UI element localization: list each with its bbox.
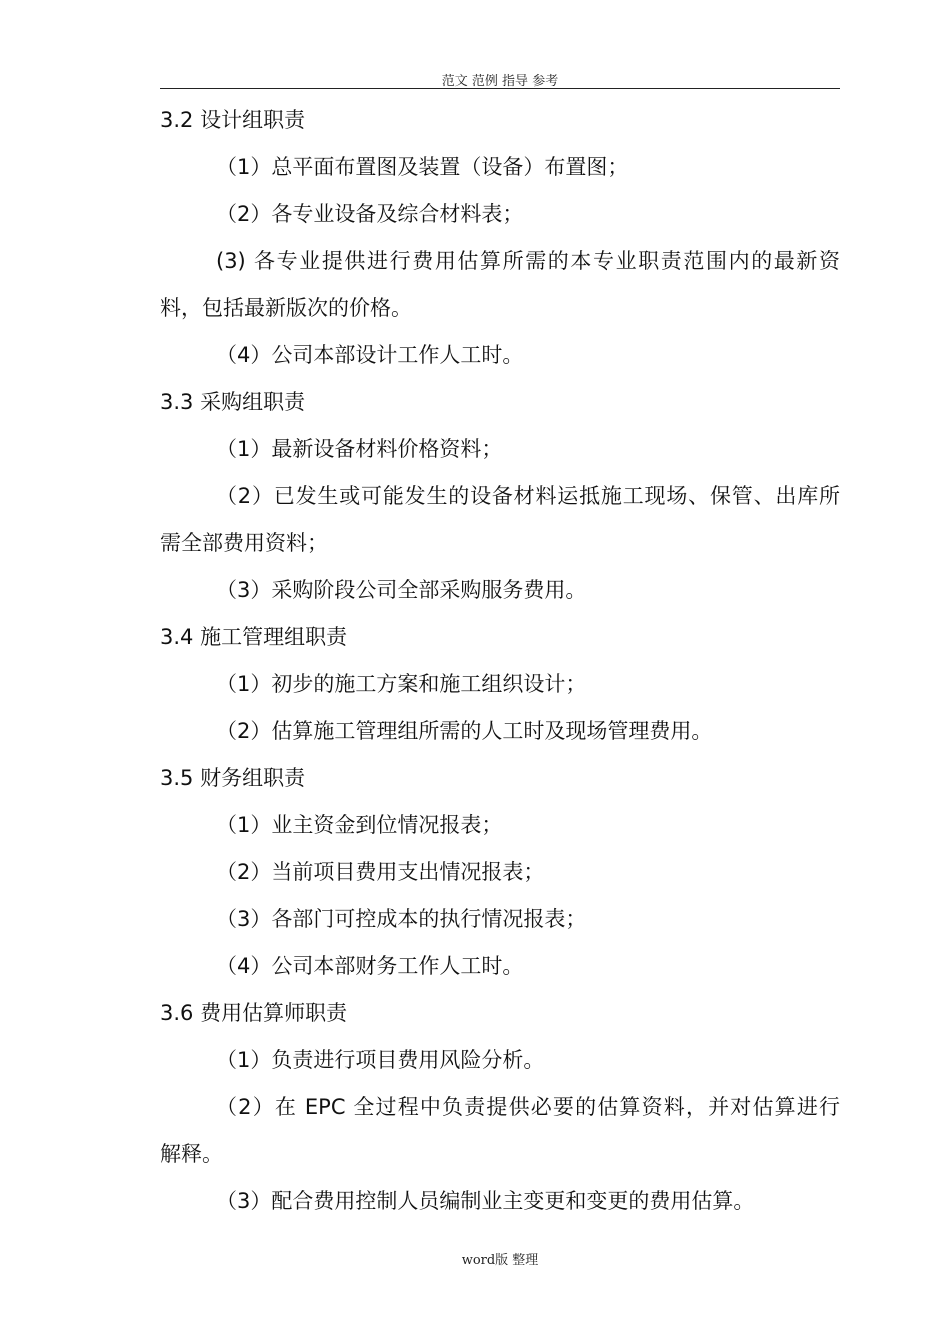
paragraph-line: （1）初步的施工方案和施工组织设计；	[216, 672, 587, 696]
section-heading: 3.2 设计组职责	[160, 108, 306, 132]
section-heading: 3.4 施工管理组职责	[160, 625, 348, 649]
paragraph-line: （2）在 EPC 全过程中负责提供必要的估算资料，并对估算进行	[216, 1095, 840, 1119]
paragraph-line: （1）负责进行项目费用风险分析。	[216, 1048, 545, 1072]
paragraph-line: （3）各部门可控成本的执行情况报表；	[216, 907, 587, 931]
paragraph-line: （4）公司本部财务工作人工时。	[216, 954, 524, 978]
paragraph-line: 需全部费用资料；	[160, 531, 328, 555]
paragraph-line: （4）公司本部设计工作人工时。	[216, 343, 524, 367]
paragraph-line: （1）总平面布置图及装置（设备）布置图；	[216, 155, 629, 179]
document-body	[160, 97, 840, 1225]
paragraph-line: 解释。	[160, 1142, 223, 1166]
paragraph-line: (3) 各专业提供进行费用估算所需的本专业职责范围内的最新资	[216, 249, 840, 273]
paragraph-line: （2）已发生或可能发生的设备材料运抵施工现场、保管、出库所	[216, 484, 840, 508]
paragraph-line: （1）最新设备材料价格资料；	[216, 437, 503, 461]
paragraph-line: （2）当前项目费用支出情况报表；	[216, 860, 545, 884]
header-rule	[160, 88, 840, 89]
paragraph-line: （2）估算施工管理组所需的人工时及现场管理费用。	[216, 719, 713, 743]
section-heading: 3.5 财务组职责	[160, 766, 306, 790]
paragraph-line: （3）配合费用控制人员编制业主变更和变更的费用估算。	[216, 1189, 755, 1213]
section-heading: 3.6 费用估算师职责	[160, 1001, 348, 1025]
section-heading: 3.3 采购组职责	[160, 390, 306, 414]
page-footer: word版 整理	[461, 1253, 539, 1268]
paragraph-line: 料，包括最新版次的价格。	[160, 296, 412, 320]
paragraph-line: （2）各专业设备及综合材料表；	[216, 202, 524, 226]
page-header: 范文 范例 指导 参考	[441, 74, 559, 89]
paragraph-line: （3）采购阶段公司全部采购服务费用。	[216, 578, 587, 602]
paragraph-line: （1）业主资金到位情况报表；	[216, 813, 503, 837]
